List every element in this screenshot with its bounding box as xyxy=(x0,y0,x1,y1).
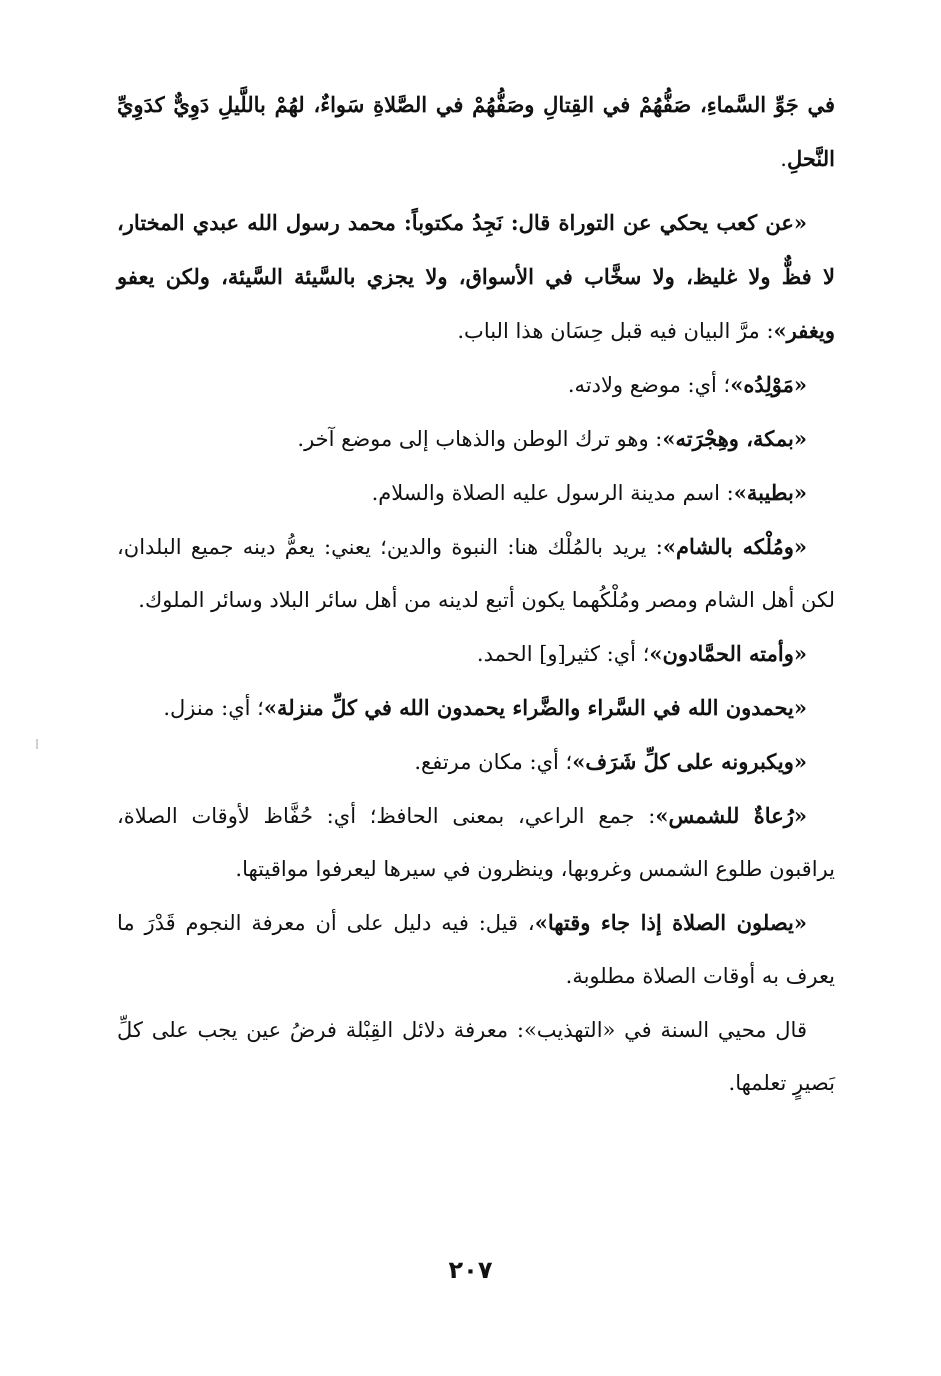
paragraph-10-quote: «رُعاةٌ للشمس» xyxy=(655,803,807,828)
paragraph-4-quote: «بمكة، وهِجْرَته» xyxy=(662,426,807,451)
paragraph-6 xyxy=(117,520,835,627)
paragraph-3 xyxy=(117,358,835,412)
paragraph-8-quote: «يحمدون الله في السَّراء والضَّراء يحمدون الله في كلِّ منزلة» xyxy=(263,695,807,720)
paragraph-7-text: ؛ أي: كثير[و] الحمد. xyxy=(476,642,650,666)
paragraph-2-quote: «عن كعب يحكي عن التوراة قال: نَجِدُ مكتوباً: محمد رسول الله عبدي المختار، لا فظٌّ ولا غليظ، ولا سخَّاب في الأسواق، ولا يجزي بالسَّيئة السَّيئة، ولكن يعفو ويغفر» xyxy=(117,210,835,343)
paragraph-11-quote: «يصلون الصلاة إذا جاء وقتها» xyxy=(534,910,807,935)
paragraph-1 xyxy=(117,78,835,186)
paragraph-2 xyxy=(117,196,835,358)
paragraph-10 xyxy=(117,789,835,896)
paragraph-7-quote: «وأمته الحمَّادون» xyxy=(649,641,807,666)
paragraph-6-text: : يريد بالمُلْك هنا: النبوة والدين؛ يعني: يعمُّ دينه جميع البلدان، لكن أهل الشام ومصر ومُلْكُهما يكون أتبع لدينه من أهل سائر البلاد وسائر الملوك. xyxy=(117,535,835,612)
paragraph-11-text: ، قيل: فيه دليل على أن معرفة النجوم قَدْرَ ما يعرف به أوقات الصلاة مطلوبة. xyxy=(117,911,835,988)
paragraph-7 xyxy=(117,627,835,681)
paragraph-5-quote: «بطيبة» xyxy=(733,480,807,505)
page-number: ٢٠٧ xyxy=(448,1256,493,1284)
paragraph-1-quote: في جَوِّ السَّماءِ، صَفُّهُمْ في القِتالِ وصَفُّهُمْ في الصَّلاةِ سَواءٌ، لهُمْ باللَّيلِ دَوِيٌّ كدَوِيِّ النَّحلِ xyxy=(117,92,835,171)
paragraph-12 xyxy=(117,1003,835,1110)
margin-mark xyxy=(36,739,38,749)
paragraph-1-text: . xyxy=(780,147,787,171)
paragraph-3-quote: «مَوْلِدُه» xyxy=(730,372,807,397)
paragraph-9 xyxy=(117,735,835,789)
paragraph-11 xyxy=(117,896,835,1003)
paragraph-10-text: : جمع الراعي، بمعنى الحافظ؛ أي: حُفَّاظ لأوقات الصلاة، يراقبون طلوع الشمس وغروبها، وينظرون في سيرها ليعرفوا مواقيتها. xyxy=(117,804,835,881)
paragraph-3-text: ؛ أي: موضع ولادته. xyxy=(567,373,731,397)
paragraph-5 xyxy=(117,466,835,520)
paragraph-9-quote: «ويكبرونه على كلِّ شَرَف» xyxy=(572,749,807,774)
paragraph-5-text: : اسم مدينة الرسول عليه الصلاة والسلام. xyxy=(371,481,734,505)
paragraph-8 xyxy=(117,681,835,735)
paragraph-12-text: قال محيي السنة في «التهذيب»: معرفة دلائل القِبْلة فرضُ عين يجب على كلِّ بَصيرٍ تعلمها. xyxy=(117,1018,835,1095)
paragraph-2-text: : مرَّ البيان فيه قبل حِسَان هذا الباب. xyxy=(457,319,774,343)
paragraph-9-text: ؛ أي: مكان مرتفع. xyxy=(414,750,573,774)
page-body xyxy=(117,78,835,1110)
paragraph-4-text: : وهو ترك الوطن والذهاب إلى موضع آخر. xyxy=(297,427,663,451)
paragraph-8-text: ؛ أي: منزل. xyxy=(163,696,264,720)
paragraph-4 xyxy=(117,412,835,466)
paragraph-6-quote: «ومُلْكه بالشام» xyxy=(662,534,807,559)
